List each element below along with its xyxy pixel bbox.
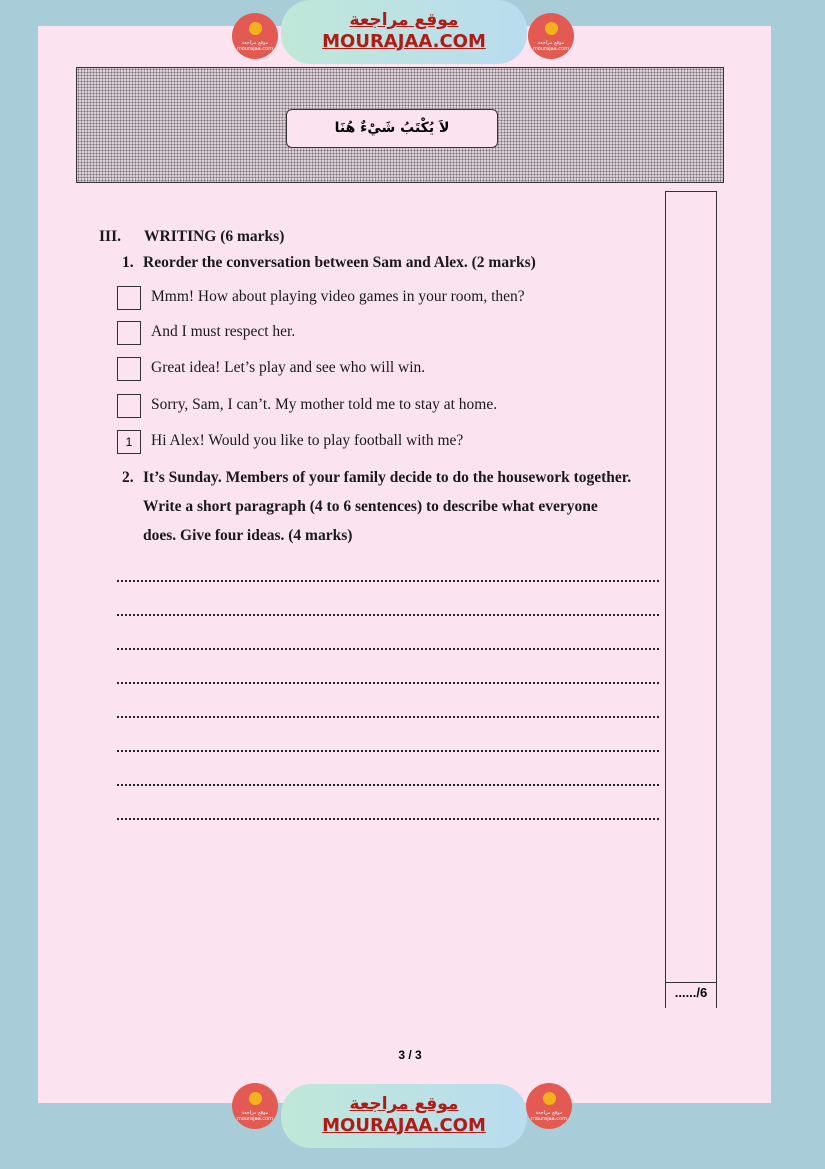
watermark-latin: MOURAJAA.COM (322, 31, 486, 52)
conversation-line: Great idea! Let’s play and see who will win. (151, 359, 426, 376)
watermark-arabic: موقع مراجعة (349, 10, 459, 30)
answer-line[interactable] (117, 614, 659, 616)
q2-number: 2. (122, 469, 134, 486)
answer-line[interactable] (117, 682, 659, 684)
site-logo-icon: موقع مراجعة mourajaa.com (528, 13, 574, 59)
answer-line[interactable] (117, 716, 659, 718)
exam-page (38, 26, 771, 1103)
conversation-line: Hi Alex! Would you like to play football with me? (151, 432, 464, 449)
q2-instruction-line: Write a short paragraph (4 to 6 sentences) to describe what everyone (143, 498, 598, 515)
page-number: 3 / 3 (398, 1048, 422, 1062)
order-box[interactable] (117, 286, 141, 310)
section-title: WRITING (6 marks) (144, 228, 285, 245)
conversation-line: Mmm! How about playing video games in your room, then? (151, 288, 525, 305)
q1-instruction: Reorder the conversation between Sam and Alex. (2 marks) (143, 254, 536, 271)
q2-instruction-line: does. Give four ideas. (4 marks) (143, 527, 353, 544)
marks-column (665, 191, 717, 1008)
q2-instruction-line: It’s Sunday. Members of your family decide to do the housework together. (143, 469, 632, 486)
q1-number: 1. (122, 254, 134, 271)
score-field: ....../6 (674, 985, 708, 1000)
conversation-line: And I must respect her. (151, 323, 296, 340)
order-box[interactable] (117, 357, 141, 381)
watermark-latin: MOURAJAA.COM (322, 1115, 486, 1136)
answer-line[interactable] (117, 818, 659, 820)
site-logo-icon: موقع مراجعة mourajaa.com (232, 13, 278, 59)
answer-line[interactable] (117, 648, 659, 650)
site-logo-icon: موقع مراجعة mourajaa.com (232, 1083, 278, 1129)
watermark-banner-bottom[interactable] (281, 1084, 527, 1148)
watermark-arabic: موقع مراجعة (349, 1094, 459, 1114)
watermark-banner-top[interactable] (281, 0, 527, 64)
no-write-notice: لاَ يُكْتَبُ شَيْءٌ هُنَا (286, 109, 498, 148)
marks-divider (665, 982, 716, 983)
answer-line[interactable] (117, 750, 659, 752)
order-box[interactable] (117, 394, 141, 418)
order-box: 1 (117, 430, 141, 454)
conversation-line: Sorry, Sam, I can’t. My mother told me to stay at home. (151, 396, 498, 413)
answer-line[interactable] (117, 580, 659, 582)
section-number: III. (99, 228, 121, 245)
answer-line[interactable] (117, 784, 659, 786)
site-logo-icon: موقع مراجعة mourajaa.com (526, 1083, 572, 1129)
order-box[interactable] (117, 321, 141, 345)
